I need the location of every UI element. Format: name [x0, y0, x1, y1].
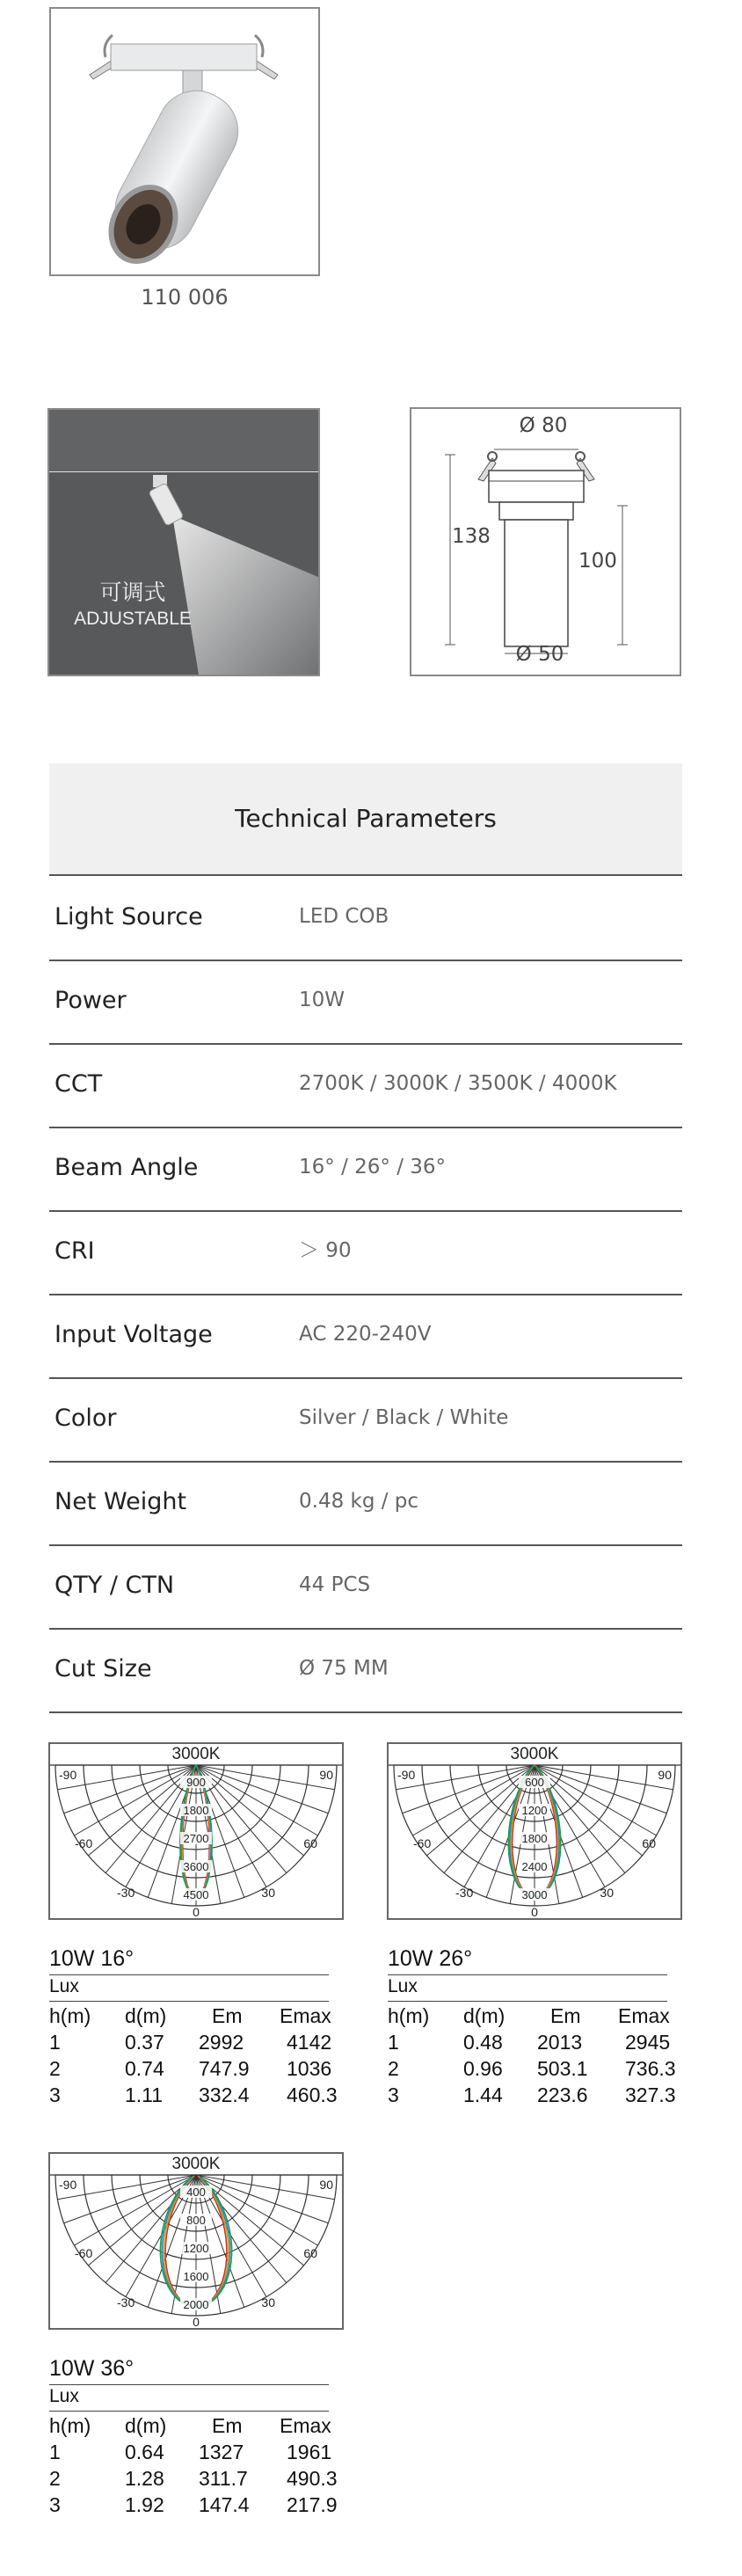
param-value: 2700K / 3000K / 3500K / 4000K	[299, 1072, 617, 1095]
adjustable-label-en: ADJUSTABLE	[74, 609, 192, 629]
column-header: h(m)	[49, 2414, 91, 2437]
cell: 0.74	[125, 2057, 164, 2080]
cell: 0.37	[125, 2031, 164, 2054]
angle-label: -90	[397, 1768, 416, 1782]
cct-label: 3000K	[171, 1745, 221, 1763]
param-row	[49, 1043, 682, 1128]
angle-label: -90	[59, 1768, 77, 1782]
ring-label: 3600	[183, 1860, 209, 1873]
angle-label: -30	[455, 1886, 474, 1900]
cell: 2945	[625, 2031, 671, 2054]
param-row	[49, 1544, 682, 1630]
table-title: 10W 26°	[388, 1946, 473, 1971]
cell: 0.48	[463, 2031, 503, 2054]
ring-label: 1200	[521, 1804, 548, 1817]
table-unit: Lux	[49, 1976, 79, 1996]
cell: 3	[49, 2493, 61, 2516]
cell: 1.11	[125, 2083, 164, 2106]
cell: 3	[388, 2083, 399, 2106]
angle-label: 30	[600, 1886, 614, 1900]
cell: 1	[49, 2441, 61, 2463]
ring-label: 900	[186, 1776, 206, 1789]
param-value: AC 220-240V	[299, 1323, 432, 1346]
column-header: Emax	[280, 2004, 331, 2027]
polar-diagram-26	[387, 1742, 682, 1920]
param-key: Power	[55, 987, 127, 1014]
angle-label: -30	[117, 1886, 135, 1900]
table-row	[49, 2057, 339, 2082]
column-header: d(m)	[463, 2004, 506, 2027]
param-row	[49, 1377, 682, 1463]
param-row	[49, 876, 682, 961]
param-key: QTY / CTN	[55, 1572, 175, 1599]
param-key: Color	[55, 1405, 117, 1432]
ring-label: 1800	[521, 1832, 548, 1845]
angle-label: 60	[303, 2246, 317, 2260]
param-row	[49, 960, 682, 1045]
cct-label: 3000K	[510, 1745, 559, 1763]
table-unit: Lux	[388, 1976, 418, 1996]
column-header: h(m)	[49, 2004, 91, 2027]
param-key: Cut Size	[55, 1655, 152, 1682]
product-code: 110 006	[141, 285, 229, 310]
table-title: 10W 36°	[49, 2356, 135, 2381]
adjustable-label-cn: 可调式	[99, 580, 166, 605]
angle-label: 60	[303, 1836, 317, 1850]
table-row	[388, 2057, 678, 2082]
param-value: ＞ 90	[299, 1239, 352, 1262]
param-value: 44 PCS	[299, 1573, 371, 1596]
cell: 1	[388, 2031, 399, 2054]
column-header: Em	[550, 2004, 581, 2027]
cell: 311.7	[199, 2467, 248, 2490]
cell: 1327	[199, 2441, 244, 2463]
table-row	[388, 2031, 678, 2055]
cell: 2	[49, 2467, 61, 2490]
cell: 1036	[287, 2057, 332, 2080]
param-row	[49, 1210, 682, 1295]
angle-label: -30	[117, 2295, 135, 2310]
table-title: 10W 16°	[49, 1946, 135, 1971]
ring-label: 800	[186, 2214, 206, 2227]
angle-label: 60	[642, 1836, 656, 1850]
cell: 0.64	[125, 2441, 164, 2463]
product-illustration	[51, 9, 318, 274]
cell: 4142	[287, 2031, 332, 2054]
param-value: 16° / 26° / 36°	[299, 1156, 447, 1179]
table-row	[49, 2493, 339, 2518]
angle-label: 30	[261, 1886, 275, 1900]
dim-top: Ø 80	[519, 414, 568, 437]
dimension-drawing	[410, 407, 681, 676]
cell: 2	[388, 2057, 399, 2080]
adjustable-image	[47, 408, 320, 676]
param-value: LED COB	[299, 905, 389, 928]
cell: 2	[49, 2057, 61, 2080]
cell: 3	[49, 2083, 61, 2106]
cell: 736.3	[625, 2057, 676, 2080]
angle-label: -60	[413, 1836, 432, 1850]
cell: 1.28	[125, 2467, 164, 2490]
dim-bottom: Ø 50	[515, 643, 564, 666]
dim-height-total: 138	[452, 525, 491, 548]
cell: 327.3	[625, 2083, 676, 2106]
angle-label: -90	[59, 2178, 77, 2192]
ring-label: 2700	[183, 1832, 209, 1845]
dim-height-body: 100	[578, 550, 617, 573]
cell: 490.3	[287, 2467, 338, 2490]
ring-label: 2000	[183, 2298, 209, 2311]
table-unit: Lux	[49, 2386, 79, 2406]
technical-header	[49, 763, 682, 876]
ring-label: 400	[186, 2186, 206, 2199]
param-value: 0.48 kg / pc	[299, 1490, 419, 1513]
column-header: Em	[212, 2414, 243, 2437]
cell: 1	[49, 2031, 61, 2054]
cell: 217.9	[287, 2493, 338, 2516]
angle-label: 0	[193, 1905, 200, 1919]
param-key: Light Source	[55, 903, 203, 930]
ring-label: 600	[525, 1776, 544, 1789]
photometric-table-16	[49, 1946, 348, 2113]
ring-label: 2400	[521, 1860, 548, 1873]
cell: 2013	[537, 2031, 583, 2054]
photometric-table-26	[388, 1946, 687, 2113]
angle-label: -60	[75, 1836, 93, 1850]
angle-label: 90	[658, 1768, 672, 1782]
table-row	[388, 2083, 678, 2108]
angle-label: 0	[531, 1905, 538, 1919]
cell: 747.9	[199, 2057, 250, 2080]
param-value: Silver / Black / White	[299, 1406, 509, 1429]
cell: 0.96	[463, 2057, 503, 2080]
polar-diagram-16	[48, 1742, 344, 1920]
angle-label: 30	[261, 2295, 275, 2310]
ring-label: 1200	[183, 2242, 209, 2255]
param-value: 10W	[299, 989, 346, 1011]
angle-label: 0	[193, 2315, 200, 2329]
cell: 2992	[199, 2031, 244, 2054]
table-row	[49, 2083, 339, 2108]
column-header: Emax	[280, 2414, 331, 2437]
param-row	[49, 1461, 682, 1546]
param-row	[49, 1127, 682, 1212]
cell: 1961	[287, 2441, 332, 2463]
photometric-table-36	[49, 2356, 348, 2523]
angle-label: 90	[319, 1768, 333, 1782]
table-row	[49, 2031, 339, 2055]
cell: 460.3	[287, 2083, 338, 2106]
param-key: CCT	[55, 1070, 103, 1098]
param-row	[49, 1628, 682, 1713]
column-header: Emax	[618, 2004, 670, 2027]
angle-label: -60	[75, 2246, 93, 2260]
cell: 332.4	[199, 2083, 250, 2106]
ring-label: 3000	[521, 1888, 548, 1901]
table-row	[49, 2441, 339, 2465]
param-key: Net Weight	[55, 1488, 187, 1515]
polar-diagram-36	[48, 2152, 344, 2330]
cell: 147.4	[199, 2493, 250, 2516]
column-header: h(m)	[388, 2004, 430, 2027]
param-key: Input Voltage	[55, 1321, 213, 1348]
column-header: Em	[212, 2004, 243, 2027]
product-image-frame	[49, 7, 320, 276]
ring-label: 4500	[183, 1888, 209, 1901]
ring-label: 1800	[183, 1804, 209, 1817]
param-key: CRI	[55, 1237, 95, 1265]
ring-label: 1600	[183, 2270, 209, 2283]
cell: 223.6	[537, 2083, 588, 2106]
param-value: Ø 75 MM	[299, 1657, 389, 1680]
table-row	[49, 2467, 339, 2492]
technical-title: Technical Parameters	[235, 804, 497, 833]
param-row	[49, 1294, 682, 1379]
angle-label: 90	[319, 2178, 333, 2192]
cct-label: 3000K	[171, 2155, 221, 2173]
cell: 1.44	[463, 2083, 503, 2106]
param-key: Beam Angle	[55, 1154, 199, 1181]
cell: 503.1	[537, 2057, 588, 2080]
column-header: d(m)	[125, 2414, 167, 2437]
cell: 1.92	[125, 2493, 164, 2516]
column-header: d(m)	[125, 2004, 167, 2027]
